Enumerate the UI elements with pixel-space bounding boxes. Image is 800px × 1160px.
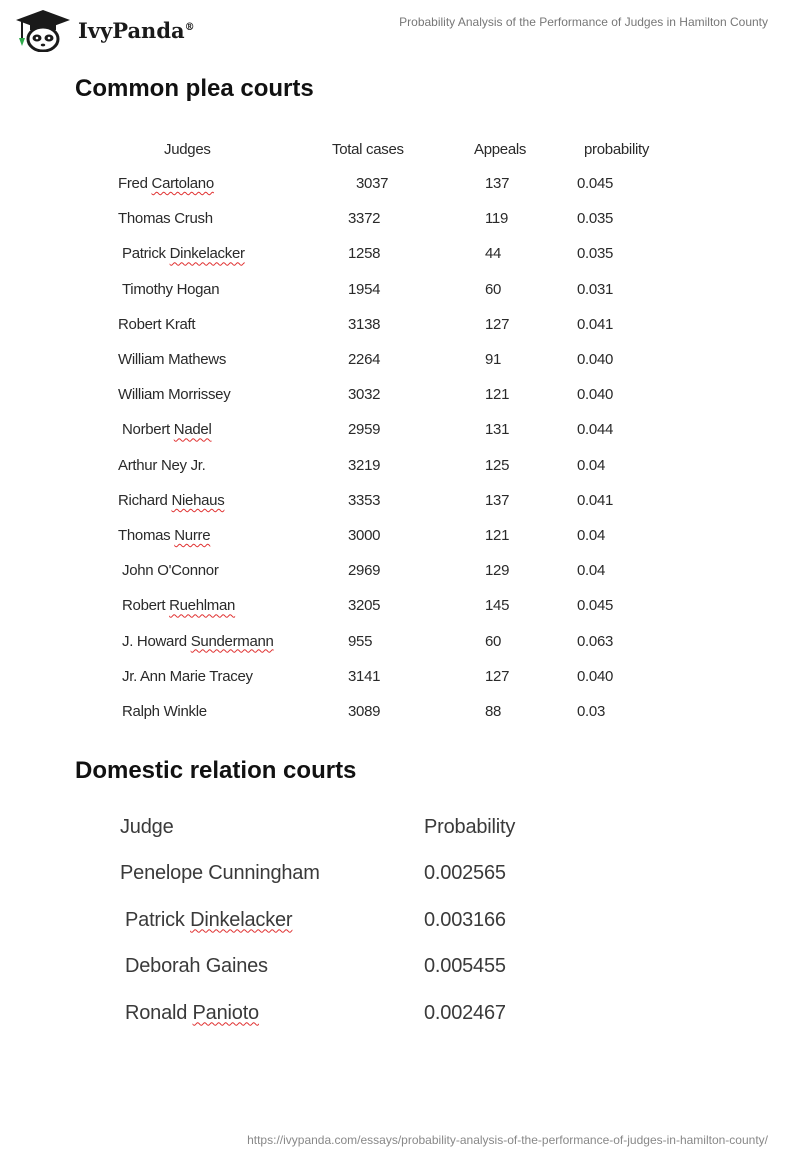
- judge-name: Robert Ruehlman: [122, 597, 236, 615]
- probability-value: 0.041: [577, 491, 614, 509]
- appeals-value: 145: [485, 597, 510, 615]
- column-header-probability: probability: [584, 141, 650, 158]
- appeals-value: 60: [485, 280, 502, 298]
- judge-name: Norbert Nadel: [122, 421, 212, 439]
- document-title: Probability Analysis of the Performance of Judges in Hamilton County: [399, 15, 768, 29]
- total-cases-value: 1954: [348, 280, 381, 298]
- total-cases-value: 3089: [348, 703, 381, 720]
- probability-value: 0.04: [577, 527, 605, 544]
- column-header-total-cases: Total cases: [332, 141, 404, 158]
- probability-value: 0.045: [577, 175, 614, 192]
- appeals-value: 44: [485, 245, 502, 263]
- appeals-value: 129: [485, 562, 510, 580]
- probability-value: 0.002467: [424, 1001, 506, 1024]
- appeals-value: 137: [485, 175, 510, 192]
- appeals-value: 125: [485, 456, 510, 474]
- judge-name: Richard Niehaus: [118, 491, 225, 509]
- judge-name: Ronald Panioto: [125, 1001, 259, 1024]
- judge-name: Penelope Cunningham: [120, 862, 320, 884]
- total-cases-value: 3141: [348, 667, 381, 685]
- appeals-value: 127: [485, 315, 510, 333]
- judge-name: Timothy Hogan: [122, 280, 220, 298]
- judge-name: Thomas Nurre: [118, 527, 211, 544]
- judge-name: Patrick Dinkelacker: [125, 908, 293, 931]
- probability-value: 0.002565: [424, 862, 506, 884]
- total-cases-value: 2959: [348, 421, 381, 439]
- judge-name: William Morrissey: [118, 386, 231, 404]
- probability-value: 0.04: [577, 562, 605, 580]
- probability-value: 0.040: [577, 386, 614, 404]
- total-cases-value: 3205: [348, 597, 381, 615]
- total-cases-value: 2969: [348, 562, 381, 580]
- probability-value: 0.04: [577, 456, 605, 474]
- column-header-judge: Judge: [120, 816, 174, 838]
- judge-name: Fred Cartolano: [118, 175, 214, 192]
- probability-value: 0.041: [577, 315, 614, 333]
- appeals-value: 121: [485, 527, 510, 544]
- appeals-value: 60: [485, 632, 502, 650]
- ivypanda-logo[interactable]: [14, 8, 195, 52]
- probability-value: 0.045: [577, 597, 614, 615]
- appeals-value: 121: [485, 386, 510, 404]
- domestic-relation-table: [100, 808, 580, 1038]
- judge-name: Arthur Ney Jr.: [118, 456, 206, 474]
- probability-value: 0.040: [577, 667, 614, 685]
- judge-name: John O'Connor: [122, 562, 219, 580]
- probability-value: 0.03: [577, 703, 605, 720]
- total-cases-value: 1258: [348, 245, 381, 263]
- source-url[interactable]: https://ivypanda.com/essays/probability-analysis-of-the-performance-of-judges-in-hamilton-county/: [247, 1133, 768, 1147]
- total-cases-value: 3000: [348, 527, 381, 544]
- judge-name: Ralph Winkle: [122, 703, 207, 720]
- column-header-appeals: Appeals: [474, 141, 527, 158]
- brand-name: IvyPanda®: [78, 17, 195, 43]
- section-heading-domestic: Domestic relation courts: [75, 757, 357, 784]
- probability-value: 0.005455: [424, 955, 506, 977]
- total-cases-value: 955: [348, 632, 373, 650]
- appeals-value: 127: [485, 667, 510, 685]
- judge-name: Deborah Gaines: [125, 955, 268, 977]
- judge-name: Robert Kraft: [118, 315, 196, 333]
- judge-name: J. Howard Sundermann: [122, 632, 274, 650]
- total-cases-value: 3353: [348, 491, 381, 509]
- total-cases-value: 3037: [356, 175, 389, 192]
- appeals-value: 137: [485, 491, 510, 509]
- probability-value: 0.035: [577, 245, 614, 263]
- probability-value: 0.031: [577, 280, 614, 298]
- total-cases-value: 3219: [348, 456, 381, 474]
- section-heading-common-plea: Common plea courts: [75, 75, 314, 102]
- appeals-value: 91: [485, 351, 502, 368]
- common-plea-table: [98, 128, 698, 733]
- appeals-value: 131: [485, 421, 510, 439]
- appeals-value: 119: [485, 210, 509, 228]
- panda-icon: [14, 8, 72, 52]
- column-header-probability: Probability: [424, 816, 516, 838]
- probability-value: 0.044: [577, 421, 614, 439]
- appeals-value: 88: [485, 703, 502, 720]
- probability-value: 0.003166: [424, 908, 506, 931]
- probability-value: 0.035: [577, 210, 614, 228]
- total-cases-value: 3138: [348, 315, 381, 333]
- judge-name: Patrick Dinkelacker: [122, 245, 245, 263]
- judge-name: Thomas Crush: [118, 210, 213, 228]
- judge-name: William Mathews: [118, 351, 227, 368]
- total-cases-value: 3032: [348, 386, 381, 404]
- column-header-judges: Judges: [164, 141, 211, 158]
- probability-value: 0.040: [577, 351, 614, 368]
- total-cases-value: 3372: [348, 210, 381, 228]
- probability-value: 0.063: [577, 632, 614, 650]
- total-cases-value: 2264: [348, 351, 381, 368]
- judge-name: Jr. Ann Marie Tracey: [122, 667, 253, 685]
